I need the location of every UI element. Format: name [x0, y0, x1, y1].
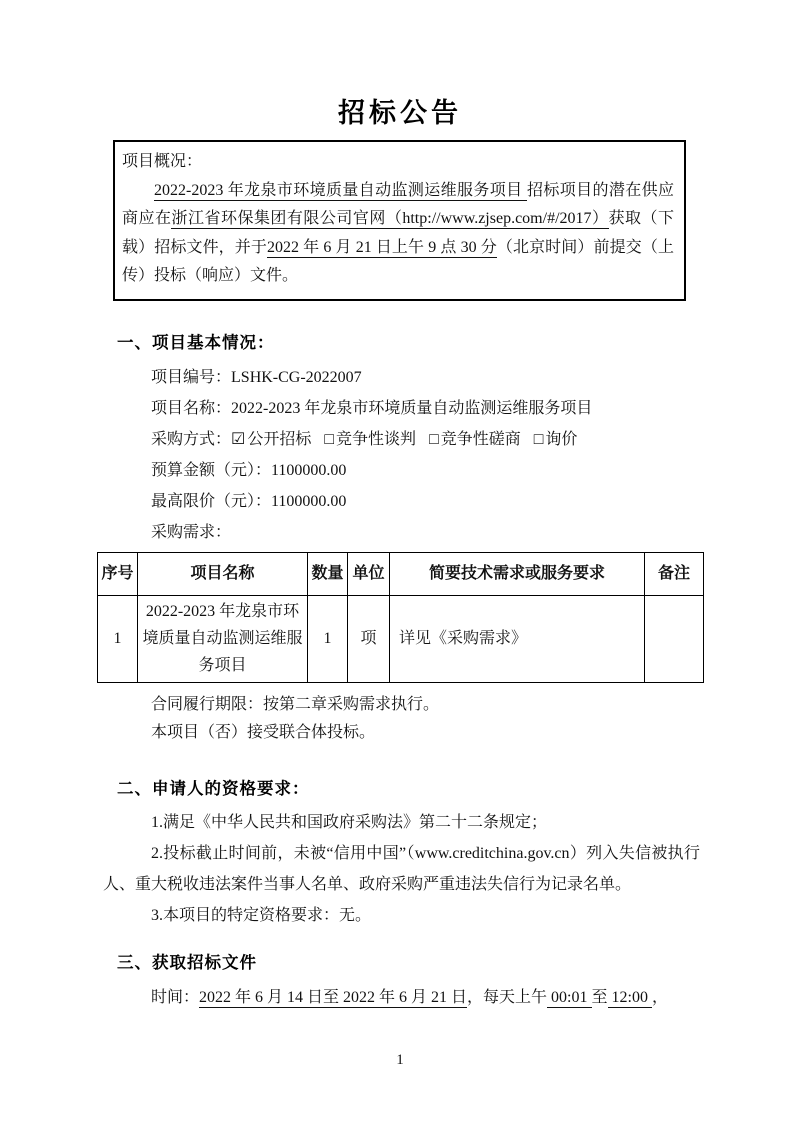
- section-2-heading: 二、申请人的资格要求：: [117, 779, 310, 798]
- method-option-public-bidding-label: 公开招标: [247, 430, 312, 448]
- overview-text-3: （北京时间）前提交（上传）投标（响应）文件。: [122, 238, 674, 284]
- time-label: 时间：: [151, 988, 200, 1006]
- price-cap-label: 最高限价（元）：: [151, 492, 272, 510]
- method-option-competitive-consultation-label: 竞争性磋商: [440, 430, 521, 448]
- overview-paragraph: [122, 177, 674, 291]
- col-header-unit: 单位: [348, 552, 390, 595]
- procurement-demand-line: [151, 517, 800, 548]
- qualification-item-1: 1.满足《中华人民共和国政府采购法》第二十二条规定；: [151, 813, 548, 831]
- checkbox-unchecked-icon: □: [533, 430, 544, 448]
- section-3-heading: 三、获取招标文件: [117, 953, 257, 972]
- section-1-heading: 一、项目基本情况：: [117, 333, 275, 352]
- cell-requirements: 详见《采购需求》: [390, 595, 645, 682]
- procurement-table: [97, 552, 704, 683]
- procurement-method-label: 采购方式：: [151, 430, 232, 448]
- table-header-row: [98, 552, 704, 595]
- time-start-underlined: 00:01: [547, 988, 592, 1006]
- col-header-seq-no: 序号: [98, 552, 138, 595]
- procurement-demand-label: 采购需求：: [151, 523, 232, 541]
- project-name-label: 项目名称：: [151, 399, 232, 417]
- table-row: [98, 595, 704, 682]
- procurement-method-line: [151, 424, 800, 455]
- overview-label: 项目概况：: [122, 153, 203, 170]
- method-option-competitive-negotiation-label: 竞争性谈判: [336, 430, 417, 448]
- qualification-item-2: 2.投标截止时间前，未被“信用中国”（www.creditchina.gov.cn）列入失信被执行人、重大税收违法案件当事人名单、政府采购严重违法失信行为记录名单。: [103, 844, 700, 893]
- project-name-value: 2022-2023 年龙泉市环境质量自动监测运维服务项目: [231, 399, 593, 417]
- overview-text-1: 招标项目的潜在供应商应在: [122, 181, 674, 227]
- overview-deadline-underlined: 2022 年 6 月 21 日上午 9 点 30 分: [267, 238, 497, 256]
- method-option-competitive-negotiation: [324, 431, 416, 448]
- overview-text-2: 获取（下载）招标文件，并于: [122, 210, 674, 256]
- document-time-line: [103, 983, 702, 1013]
- method-option-public-bidding: [231, 431, 311, 448]
- project-name-line: [151, 393, 800, 424]
- page-number: 1: [396, 1052, 404, 1068]
- budget-label: 预算金额（元）：: [151, 461, 272, 479]
- col-header-remarks: 备注: [645, 552, 704, 595]
- contract-period-line: 合同履行期限：按第二章采购需求执行。: [151, 695, 440, 713]
- overview-project-name-underlined: 2022-2023 年龙泉市环境质量自动监测运维服务项目: [154, 181, 527, 199]
- page-title: 招标公告: [338, 98, 462, 128]
- checkbox-checked-icon: ☑: [231, 430, 246, 448]
- col-header-project-name: 项目名称: [138, 552, 308, 595]
- method-option-inquiry-label: 询价: [545, 430, 578, 448]
- method-option-inquiry: [534, 431, 578, 448]
- project-number-line: [151, 362, 800, 393]
- project-overview-box: [113, 140, 686, 301]
- cell-remarks: [645, 595, 704, 682]
- cell-unit: 项: [348, 595, 390, 682]
- overview-website-underlined: 浙江省环保集团有限公司官网（http://www.zjsep.com/#/2017）: [171, 210, 609, 227]
- project-number-value: LSHK-CG-2022007: [231, 368, 362, 386]
- time-end-underlined: 12:00: [607, 988, 652, 1006]
- checkbox-unchecked-icon: □: [429, 430, 439, 448]
- method-option-competitive-consultation: [429, 431, 521, 448]
- time-text-2: 至: [591, 988, 608, 1006]
- consortium-bid-line: 本项目（否）接受联合体投标。: [151, 723, 376, 741]
- budget-line: [151, 455, 800, 486]
- col-header-quantity: 数量: [308, 552, 348, 595]
- checkbox-unchecked-icon: □: [324, 430, 335, 448]
- project-number-label: 项目编号：: [151, 368, 232, 386]
- cell-project-name: 2022-2023 年龙泉市环境质量自动监测运维服务项目: [138, 595, 308, 682]
- price-cap-value: 1100000.00: [271, 492, 347, 510]
- col-header-requirements: 简要技术需求或服务要求: [390, 552, 645, 595]
- time-text-3: ，: [651, 988, 668, 1006]
- cell-seq-no: 1: [98, 595, 138, 682]
- price-cap-line: [151, 486, 800, 517]
- time-range-underlined: 2022 年 6 月 14 日至 2022 年 6 月 21 日: [199, 988, 468, 1006]
- time-text-1: ，每天上午: [467, 988, 548, 1006]
- qualification-item-3: 3.本项目的特定资格要求：无。: [151, 906, 372, 924]
- cell-quantity: 1: [308, 595, 348, 682]
- budget-value: 1100000.00: [271, 461, 347, 479]
